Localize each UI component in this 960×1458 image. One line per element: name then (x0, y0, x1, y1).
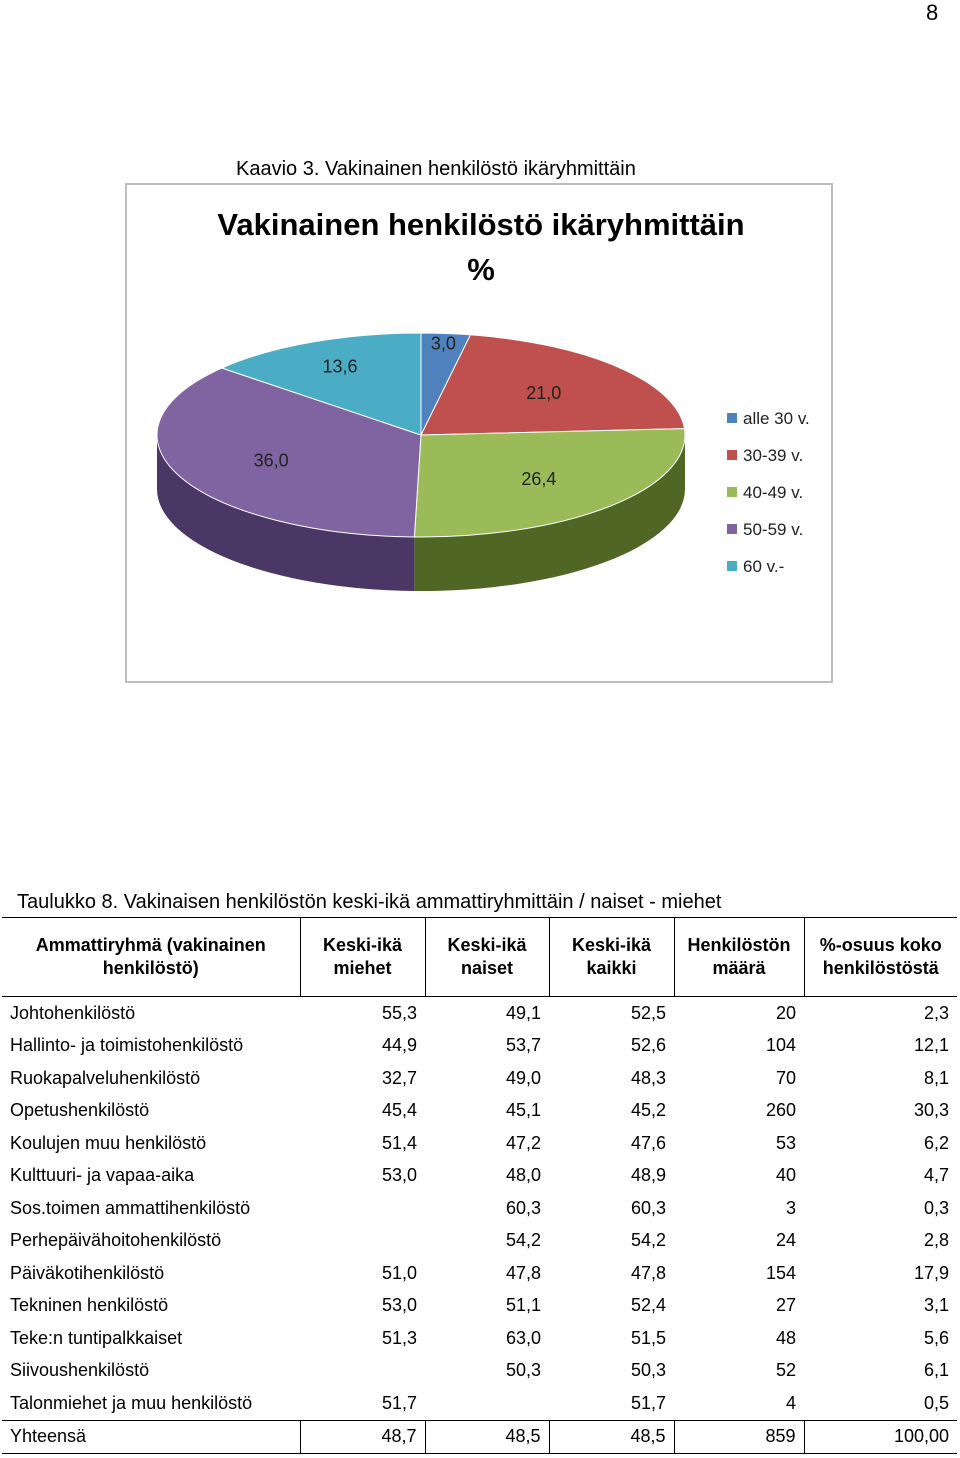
row-label: Teke:n tuntipalkkaiset (10, 1327, 183, 1348)
row-label: Kulttuuri- ja vapaa-aika (10, 1165, 195, 1186)
cell-value: 45,1 (505, 1100, 541, 1121)
age-table (2, 917, 957, 1454)
cell-value: 51,7 (630, 1392, 666, 1413)
cell-value: 63,0 (505, 1327, 541, 1348)
chart-caption: Kaavio 3. Vakinainen henkilöstö ikäryhmittäin (236, 158, 636, 180)
table-row (2, 1030, 957, 1063)
cell-value: 3,1 (923, 1295, 949, 1316)
row-label: Päiväkotihenkilöstö (10, 1262, 165, 1283)
cell-value: 52,4 (630, 1295, 666, 1316)
cell-value: 52,6 (630, 1035, 666, 1056)
cell-value: 54,2 (505, 1230, 541, 1251)
cell-value: 49,0 (505, 1067, 541, 1088)
legend-swatch (727, 524, 737, 534)
legend-swatch (727, 450, 737, 460)
legend-label: 40-49 v. (743, 483, 804, 502)
legend-swatch (727, 487, 737, 497)
cell-value: 48,5 (425, 1420, 549, 1454)
cell-value (300, 1192, 425, 1225)
row-label: Hallinto- ja toimistohenkilöstö (10, 1035, 244, 1056)
legend-label: 50-59 v. (743, 520, 804, 539)
cell-value: 53 (775, 1132, 796, 1153)
legend-swatch (727, 413, 737, 423)
cell-value: 51,3 (381, 1327, 417, 1348)
chart-title-unit: % (467, 252, 495, 287)
cell-value: 48,5 (549, 1420, 674, 1454)
pie-data-label: 26,4 (521, 468, 557, 489)
cell-value: 20 (775, 1002, 796, 1023)
cell-value: 6,1 (923, 1360, 949, 1381)
cell-value: 104 (765, 1035, 796, 1056)
row-label: Johtohenkilöstö (10, 1002, 136, 1023)
header-avg-age-men: Keski-ikä miehet (300, 918, 425, 997)
row-label: Sos.toimen ammattihenkilöstö (10, 1197, 251, 1218)
cell-value: 70 (775, 1067, 796, 1088)
cell-value: 2,3 (923, 1002, 949, 1023)
cell-value: 8,1 (923, 1067, 949, 1088)
pie-data-label: 36,0 (253, 450, 289, 471)
cell-value: 47,8 (630, 1262, 666, 1283)
cell-value: 0,5 (923, 1392, 949, 1413)
cell-value: 45,4 (381, 1100, 417, 1121)
cell-value: 17,9 (913, 1262, 949, 1283)
legend-label: alle 30 v. (743, 409, 810, 428)
cell-value: 48,3 (630, 1067, 666, 1088)
cell-value: 53,0 (381, 1295, 417, 1316)
legend-swatch (727, 561, 737, 571)
cell-value: 4,7 (923, 1165, 949, 1186)
cell-value: 51,0 (381, 1262, 417, 1283)
table-caption: Taulukko 8. Vakinaisen henkilöstön keski-ikä ammattiryhmittäin / naiset - miehet (17, 891, 722, 913)
cell-value: 40 (775, 1165, 796, 1186)
cell-value (425, 1387, 549, 1420)
table-row (2, 997, 957, 1030)
cell-value: 32,7 (381, 1067, 417, 1088)
table-row (2, 1127, 957, 1160)
cell-value: 45,2 (630, 1100, 666, 1121)
cell-value: 27 (775, 1295, 796, 1316)
header-occupation: Ammattiryhmä (vakinainen henkilöstö) (2, 918, 300, 997)
page-number: 8 (926, 0, 939, 25)
cell-value: 3 (785, 1197, 796, 1218)
cell-value (300, 1355, 425, 1388)
legend-label: 30-39 v. (743, 446, 804, 465)
cell-value: 53,7 (505, 1035, 541, 1056)
row-label: Yhteensä (2, 1420, 300, 1454)
cell-value: 51,1 (505, 1295, 541, 1316)
pie-data-label: 13,6 (322, 356, 358, 377)
row-label: Koulujen muu henkilöstö (10, 1132, 207, 1153)
table-row (2, 1160, 957, 1193)
table-row (2, 1387, 957, 1420)
cell-value: 51,4 (381, 1132, 417, 1153)
cell-value: 49,1 (505, 1002, 541, 1023)
table-row (2, 1192, 957, 1225)
table-header-row (2, 918, 957, 997)
cell-value: 54,2 (630, 1230, 666, 1251)
header-avg-age-women: Keski-ikä naiset (425, 918, 549, 997)
row-label: Talonmiehet ja muu henkilöstö (10, 1392, 253, 1413)
pie-chart-frame (125, 183, 833, 683)
cell-value: 2,8 (923, 1230, 949, 1251)
cell-value: 48,9 (630, 1165, 666, 1186)
table-row (2, 1290, 957, 1323)
cell-value: 4 (785, 1392, 796, 1413)
cell-value: 859 (674, 1420, 804, 1454)
row-label: Tekninen henkilöstö (10, 1295, 169, 1316)
table-row (2, 1095, 957, 1128)
cell-value: 47,6 (630, 1132, 666, 1153)
cell-value: 24 (775, 1230, 796, 1251)
chart-title: Vakinainen henkilöstö ikäryhmittäin (217, 207, 745, 242)
cell-value: 30,3 (913, 1100, 949, 1121)
pie-chart (127, 185, 831, 681)
cell-value: 260 (765, 1100, 796, 1121)
cell-value: 48,7 (300, 1420, 425, 1454)
table-row (2, 1355, 957, 1388)
cell-value: 50,3 (505, 1360, 541, 1381)
cell-value: 154 (765, 1262, 796, 1283)
cell-value: 55,3 (381, 1002, 417, 1023)
cell-value: 0,3 (923, 1197, 949, 1218)
cell-value: 50,3 (630, 1360, 666, 1381)
legend-label: 60 v.- (743, 557, 785, 576)
cell-value: 48 (775, 1327, 796, 1348)
cell-value: 44,9 (381, 1035, 417, 1056)
cell-value: 60,3 (505, 1197, 541, 1218)
pie-data-label: 3,0 (430, 333, 456, 354)
cell-value: 48,0 (505, 1165, 541, 1186)
table-row (2, 1322, 957, 1355)
cell-value: 60,3 (630, 1197, 666, 1218)
cell-value: 47,2 (505, 1132, 541, 1153)
cell-value: 6,2 (923, 1132, 949, 1153)
cell-value: 52 (775, 1360, 796, 1381)
table-row (2, 1257, 957, 1290)
cell-value (300, 1225, 425, 1258)
row-label: Ruokapalveluhenkilöstö (10, 1067, 201, 1088)
cell-value: 53,0 (381, 1165, 417, 1186)
row-label: Siivoushenkilöstö (10, 1360, 150, 1381)
header-staff-count: Henkilöstön määrä (674, 918, 804, 997)
cell-value: 100,00 (804, 1420, 957, 1454)
cell-value: 51,5 (630, 1327, 666, 1348)
header-share-percent: %-osuus koko henkilöstöstä (804, 918, 957, 997)
table-total-row (2, 1420, 957, 1454)
cell-value: 52,5 (630, 1002, 666, 1023)
row-label: Opetushenkilöstö (10, 1100, 150, 1121)
table-row (2, 1225, 957, 1258)
pie-data-label: 21,0 (526, 383, 562, 404)
table-row (2, 1062, 957, 1095)
row-label: Perhepäivähoitohenkilöstö (10, 1230, 222, 1251)
cell-value: 47,8 (505, 1262, 541, 1283)
cell-value: 12,1 (913, 1035, 949, 1056)
cell-value: 51,7 (381, 1392, 417, 1413)
cell-value: 5,6 (923, 1327, 949, 1348)
header-avg-age-all: Keski-ikä kaikki (549, 918, 674, 997)
